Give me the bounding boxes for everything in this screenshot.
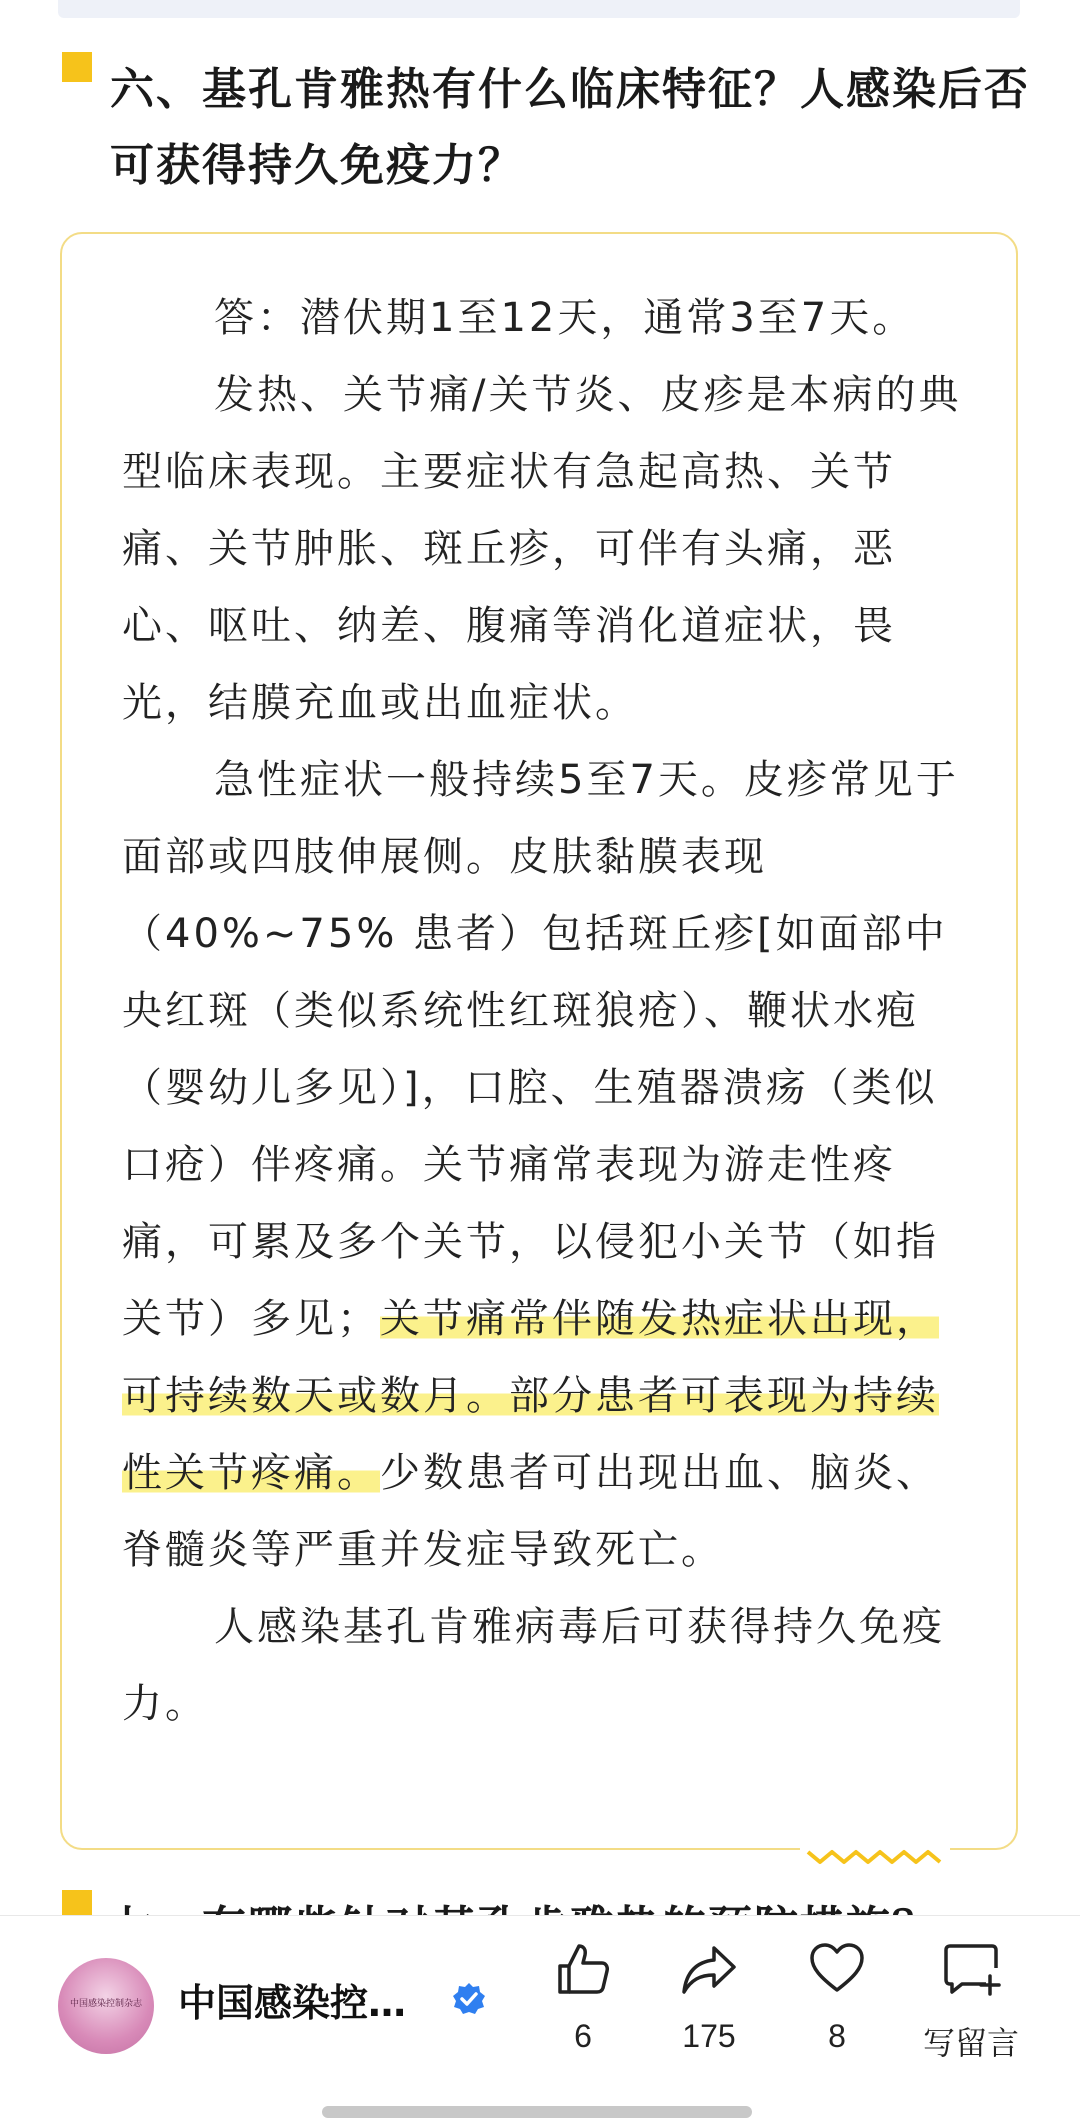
- section-heading: 六、基孔肯雅热有什么临床特征？人感染后否可获得持久免疫力？: [110, 64, 1030, 191]
- comment-plus-icon: [942, 1940, 1000, 1998]
- next-section-heading: [110, 1890, 1010, 1918]
- answer-text: [122, 280, 962, 1743]
- highlighted-text: 关节痛常伴随发热症状出现，可持续数天或数月。部分患者可表现为持续性关节疼痛。: [122, 1296, 939, 1496]
- account-avatar[interactable]: [58, 1958, 154, 2054]
- section-marker: [62, 52, 92, 82]
- share-count: 175: [682, 2018, 736, 2054]
- verified-badge-icon: [452, 1982, 486, 2016]
- answer-paragraph-symptoms: 发热、关节痛/关节炎、皮疹是本病的典型临床表现。主要症状有急起高热、关节痛、关节肿胀、斑丘疹，可伴有头痛，恶心、呕吐、纳差、腹痛等消化道症状，畏光，结膜充血或出血症状。: [122, 372, 962, 726]
- like-count: 6: [574, 2018, 592, 2054]
- avatar-logo-text: 中国感染控制杂志: [69, 1999, 142, 2009]
- share-arrow-icon: [680, 1940, 738, 1998]
- thumbs-up-icon: [554, 1940, 612, 1998]
- like-button[interactable]: [528, 1940, 638, 2055]
- wave-decoration-icon: [800, 1840, 950, 1870]
- favorite-count: 8: [828, 2018, 846, 2054]
- favorite-button[interactable]: [782, 1940, 892, 2055]
- previous-section-strip: [58, 0, 1020, 18]
- answer-paragraph-incubation: 答：潜伏期1至12天，通常3至7天。: [214, 295, 916, 341]
- account-name[interactable]: 中国感染控…: [178, 1981, 407, 2025]
- comment-label: 写留言: [922, 2025, 1019, 2061]
- comment-button[interactable]: [906, 1940, 1036, 2064]
- answer-paragraph-acute: [122, 742, 962, 1589]
- acute-text-before: 急性症状一般持续5至7天。皮疹常见于面部或四肢伸展侧。皮肤黏膜表现（40%~75% 患者）包括斑丘疹[如面部中央红斑（类似系统性红斑狼疮）、鞭状水疱（婴幼儿多见）]，口腔、生殖器溃疡（类似口疮）伴疼痛。关节痛常表现为游走性疼痛，可累及多个关节，以侵犯小关节（如指关节）多见；: [122, 757, 959, 1342]
- home-indicator[interactable]: [322, 2106, 752, 2118]
- heart-icon: [808, 1940, 866, 1998]
- share-button[interactable]: [654, 1940, 764, 2055]
- acute-text-after: 少数患者可出现出血、脑炎、脊髓炎等严重并发症导致死亡。: [122, 1450, 939, 1573]
- answer-paragraph-immunity: 人感染基孔肯雅病毒后可获得持久免疫力。: [122, 1604, 945, 1727]
